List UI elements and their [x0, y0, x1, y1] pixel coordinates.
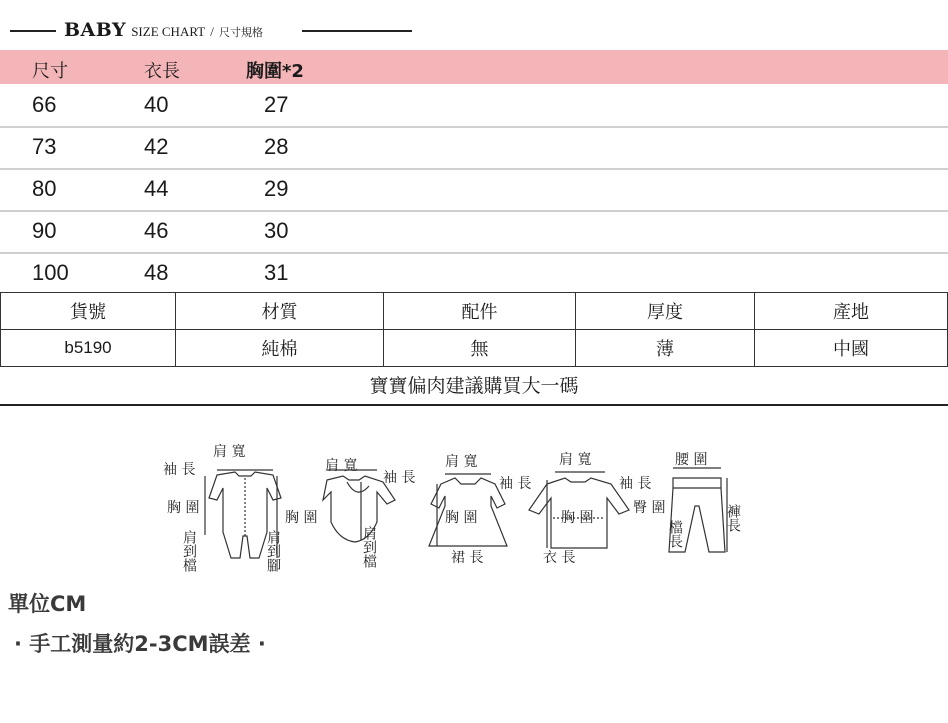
cell-size: 80 — [32, 176, 57, 201]
header-origin: 產地 — [755, 293, 948, 330]
unit-label: 單位CM — [8, 592, 87, 616]
bodysuit-chest-label: 胸 圍 — [285, 510, 318, 526]
pants-hip-label: 臀 圍 — [633, 500, 666, 516]
product-info-value-row — [1, 330, 948, 367]
product-info-table — [0, 292, 948, 367]
top-length-label: 衣 長 — [543, 550, 576, 566]
cell-chest: 27 — [264, 92, 289, 117]
col-chest: 胸圍*2 — [246, 61, 304, 82]
bodysuit-shoulder-label: 肩 寬 — [325, 458, 358, 474]
bodysuit-sleeve-label: 袖 長 — [383, 470, 416, 486]
dress-length-label: 裙 長 — [451, 550, 484, 566]
romper-shoulder-to-foot-label: 肩到腳 — [265, 530, 281, 572]
romper-sleeve-label: 袖 長 — [163, 462, 196, 478]
value-item-no: b5190 — [1, 330, 176, 367]
col-size: 尺寸 — [32, 61, 68, 82]
header-accessories: 配件 — [384, 293, 576, 330]
value-origin: 中國 — [755, 330, 948, 367]
dress-chest-label: 胸 圍 — [445, 510, 478, 526]
header-material: 材質 — [176, 293, 384, 330]
pants-crotch-label: 檔長 — [667, 520, 683, 548]
romper-shoulder-label: 肩 寬 — [213, 444, 246, 460]
romper-shoulder-to-crotch-label: 肩到檔 — [181, 530, 197, 572]
cell-length: 40 — [144, 92, 169, 117]
header-item-no: 貨號 — [1, 293, 176, 330]
bodysuit-shoulder-to-crotch-label: 肩到檔 — [361, 526, 377, 568]
value-accessories: 無 — [384, 330, 576, 367]
cell-size: 66 — [32, 92, 57, 117]
pants-waist-label: 腰 圍 — [675, 452, 708, 468]
top-shoulder-label: 肩 寬 — [559, 452, 592, 468]
cell-chest: 29 — [264, 176, 289, 201]
dress-sleeve-label: 袖 長 — [499, 476, 532, 492]
cell-size: 90 — [32, 218, 57, 243]
size-chart-label: SIZE CHART — [131, 24, 206, 39]
col-length: 衣長 — [144, 61, 180, 82]
cell-size: 73 — [32, 134, 57, 159]
dress-shoulder-label: 肩 寬 — [445, 454, 478, 470]
product-info-header-row — [1, 293, 948, 330]
size-chart-header — [10, 18, 430, 42]
size-advice-note: 寶寶偏肉建議購買大一碼 — [0, 368, 948, 406]
top-sleeve-label: 袖 長 — [619, 476, 652, 492]
size-row — [0, 210, 948, 254]
measurement-diagram — [155, 440, 755, 580]
size-table-header — [0, 50, 948, 84]
size-row — [0, 126, 948, 170]
cell-chest: 30 — [264, 218, 289, 243]
cell-length: 44 — [144, 176, 169, 201]
top-chest-label: 胸 圍 — [561, 510, 594, 526]
value-thickness: 薄 — [576, 330, 755, 367]
cell-chest: 31 — [264, 260, 289, 285]
cell-length: 48 — [144, 260, 169, 285]
header-thickness: 厚度 — [576, 293, 755, 330]
cell-chest: 28 — [264, 134, 289, 159]
size-row — [0, 252, 948, 294]
size-row — [0, 84, 948, 128]
header-title — [64, 19, 263, 41]
header-subtitle: 尺寸規格 — [218, 26, 263, 39]
header-divider-right — [302, 30, 412, 32]
pants-length-label: 褲長 — [725, 504, 741, 532]
header-separator: / — [210, 24, 214, 39]
value-material: 純棉 — [176, 330, 384, 367]
measurement-error-note: · 手工測量約2-3CM誤差 · — [14, 632, 266, 656]
size-row — [0, 168, 948, 212]
romper-chest-label: 胸 圍 — [167, 500, 200, 516]
header-divider-left — [10, 30, 56, 32]
cell-length: 42 — [144, 134, 169, 159]
brand-label: BABY — [64, 19, 127, 41]
cell-length: 46 — [144, 218, 169, 243]
cell-size: 100 — [32, 260, 69, 285]
